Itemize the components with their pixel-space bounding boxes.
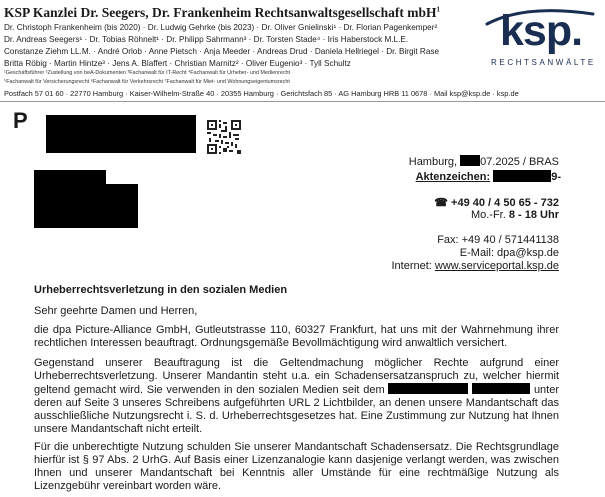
header-divider	[0, 101, 605, 102]
paragraph-3: Für die unberechtigte Nutzung schulden Sie unserer Mandantschaft Schadensersatz. Die Rechtsgrundlage hierfür ist § 97 Abs. 2 UrhG. Auf Basis einer Lizenzanalogie kann dasjenige verlangt werden, was zwischen Ihnen und unserer Mandantschaft bei Kenntnis aller Umstände für eine rechtmäßige Nutzung als Lizenzgebühr vereinbart worden wäre.	[34, 441, 559, 492]
redacted-date	[460, 155, 480, 166]
qr-code-icon	[207, 120, 241, 154]
salutation: Sehr geehrte Damen und Herren,	[34, 305, 198, 317]
internet-address: Internet: www.serviceportal.ksp.de	[391, 260, 559, 272]
fax-number: Fax: +49 40 / 571441138	[437, 234, 559, 246]
redacted-recipient-line	[46, 137, 196, 153]
file-number: Aktenzeichen: 9-	[415, 171, 561, 183]
footnote-line: ¹Geschäftsführer ²Zustellung von beA-Dokumenten ³Fachanwalt für IT-Recht ⁴Fachanwalt für Urheber- und Medienrecht	[4, 70, 291, 76]
partner-list	[4, 22, 474, 70]
serviceportal-link[interactable]: www.serviceportal.ksp.de	[434, 260, 559, 272]
partner-line: Dr. Christoph Frankenheim (bis 2020) · Dr. Ludwig Gehrke (bis 2023) · Dr. Oliver Gnielinski¹ · Dr. Florian Pagenkemper²	[4, 23, 438, 32]
redacted-date-site	[388, 383, 468, 394]
redacted-recipient-line	[34, 170, 106, 184]
paragraph-1: die dpa Picture-Alliance GmbH, Gutleutstrasse 110, 60327 Frankfurt, hat uns mit der Wahrnehmung ihrer rechtlichen Interessen beauftragt. Ordnungsgemäße Bevollmächtigung wird anwaltlich versichert.	[34, 324, 559, 349]
redacted-account	[472, 383, 530, 394]
firm-name: KSP Kanzlei Dr. Seegers, Dr. Frankenheim Rechtsanwaltsgesellschaft mbH$^1$	[4, 5, 440, 20]
redacted-address	[34, 184, 138, 228]
partner-line: Britta Röbig · Martin Hintze³ · Jens A. Blaffert · Christian Marnitz² · Oliver Eugenio³ · Tyll Schultz	[4, 59, 351, 68]
letter-subject: Urheberrechtsverletzung in den sozialen Medien	[34, 284, 288, 296]
office-hours: Mo.-Fr. 8 - 18 Uhr	[470, 209, 559, 221]
redacted-file-number	[493, 170, 551, 182]
specialization-footnotes	[4, 69, 474, 87]
date-reference: Hamburg, 07.2025 / BRAS	[408, 156, 559, 168]
email-address: E-Mail: dpa@ksp.de	[459, 247, 559, 259]
footnote-line: ⁵Fachanwalt für Versicherungsrecht ⁶Fachanwalt für Verkehrsrecht ⁷Fachanwalt für Miet- und Wohnungseigentumsrecht	[4, 79, 290, 85]
firm-address: Postfach 57 01 60 · 22770 Hamburg · Kaiser-Wilhelm-Straße 40 · 20355 Hamburg · Gerichtsfach 85 · AG Hamburg HRB 11 0678 · Mail ksp@ksp.de · ksp.de	[4, 89, 519, 98]
phone-number: ☎ +49 40 / 4 50 65 - 732	[434, 197, 559, 209]
paragraph-2: Gegenstand unserer Beauftragung ist die Geltendmachung möglicher Rechte aufgrund einer Urheberrechtsverletzung. Unserer Mandantin steht u.a. ein Schadensersatzanspruch zu, welcher hiermit geltend gemacht wird. Sie verwenden in den sozialen Medien seit dem unter deren auf Seite 3 unseres Schreibens aufgeführten URL 2 Lichtbilder, an denen unsere Mandantschaft das ausschließliche Nutzungsrecht i. S. d. Urheberrechtsgesetzes hat. Eine Zustimmung zur Nutzung hat Ihnen unsere Mandantschaft nicht erteilt.	[34, 357, 560, 435]
ksp-logo: ksp.	[500, 7, 583, 55]
logo-subtitle: RECHTSANWÄLTE	[491, 58, 596, 67]
postal-mark: P	[13, 108, 28, 133]
redacted-recipient-line	[46, 115, 196, 137]
partner-line: Constanze Ziehm LL.M. · André Orlob · Anne Pietsch · Anja Meeder · Andreas Drud · Daniela Hellriegel · Dr. Birgit Rase	[4, 47, 440, 56]
partner-line: Dr. Andreas Seegers¹ · Dr. Tobias Röhnelt¹ · Dr. Philipp Sahrmann³ · Dr. Torsten Stade⁴ · Iris Haberstock M.L.E.	[4, 35, 409, 44]
